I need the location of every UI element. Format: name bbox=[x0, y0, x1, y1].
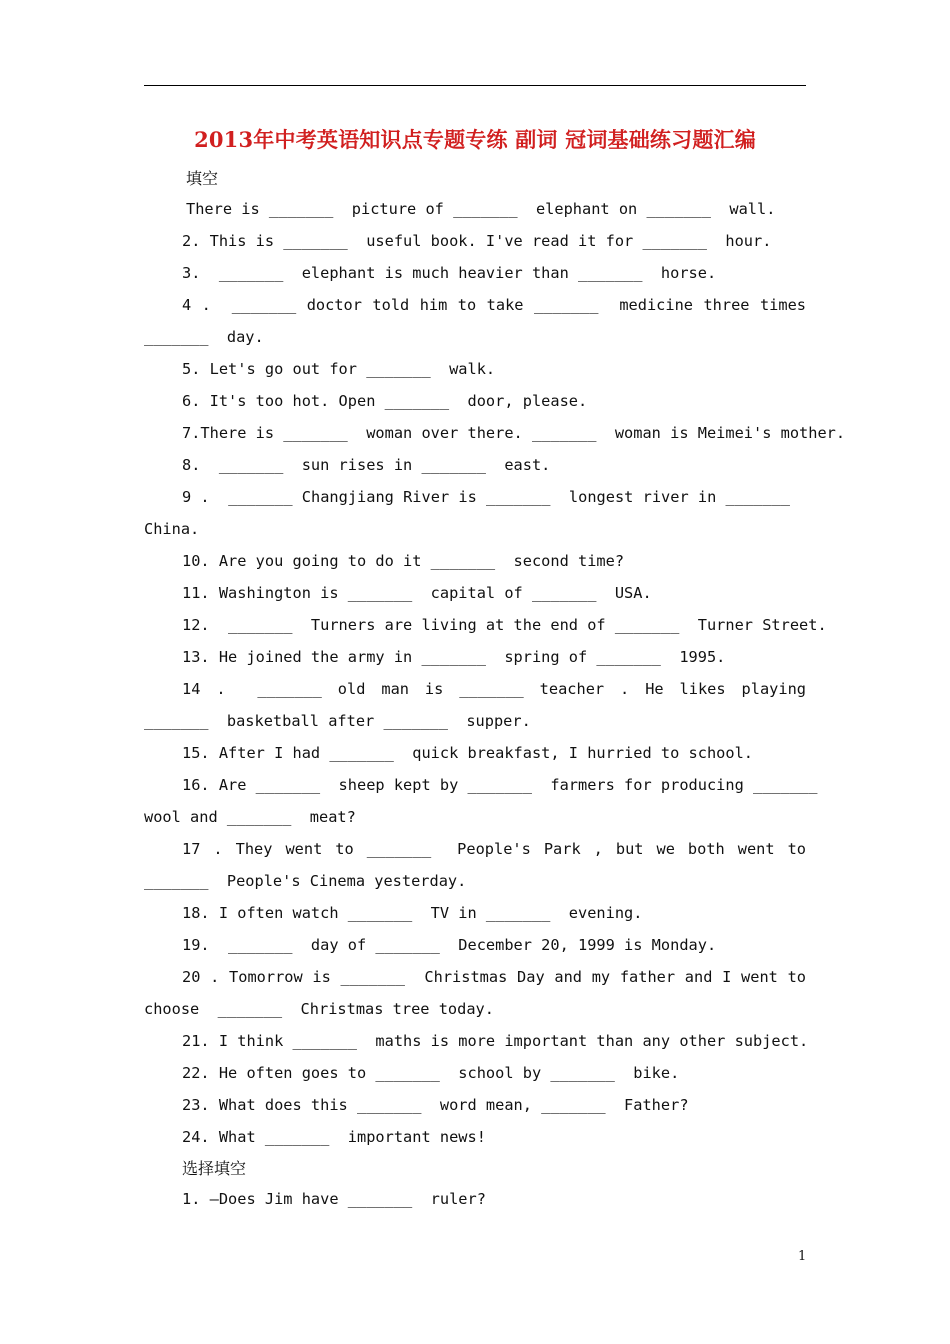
question-line: 2. This is _______ useful book. I've read it for _______ hour. bbox=[182, 232, 772, 250]
question-line: 24. What _______ important news! bbox=[182, 1128, 486, 1146]
question-line: 10. Are you going to do it _______ second time? bbox=[182, 552, 625, 570]
question-line: 13. He joined the army in _______ spring of _______ 1995. bbox=[182, 648, 726, 666]
question-line: 17 . They went to _______ People's Park , but we both went to bbox=[182, 840, 806, 858]
section-heading-choice: 选择填空 bbox=[182, 1159, 247, 1178]
question-line: 1. —Does Jim have _______ ruler? bbox=[182, 1190, 486, 1208]
question-line: 5. Let's go out for _______ walk. bbox=[182, 360, 496, 378]
question-line: 8. _______ sun rises in _______ east. bbox=[182, 456, 551, 474]
question-line: 3. _______ elephant is much heavier than _______ horse. bbox=[182, 264, 717, 282]
question-line: There is _______ picture of _______ elephant on _______ wall. bbox=[186, 200, 776, 218]
question-line: 22. He often goes to _______ school by _______ bike. bbox=[182, 1064, 680, 1082]
question-line: choose _______ Christmas tree today. bbox=[144, 1000, 494, 1018]
page-number: 1 bbox=[798, 1249, 807, 1264]
header-rule bbox=[144, 85, 806, 86]
question-line: 18. I often watch _______ TV in _______ evening. bbox=[182, 904, 643, 922]
question-line: 6. It's too hot. Open _______ door, please. bbox=[182, 392, 588, 410]
question-line: _______ day. bbox=[144, 328, 264, 346]
question-line: _______ People's Cinema yesterday. bbox=[144, 872, 467, 890]
question-line: 7.There is _______ woman over there. _______ woman is Meimei's mother. bbox=[182, 424, 846, 442]
question-line: _______ basketball after _______ supper. bbox=[144, 712, 531, 730]
question-line: 12. _______ Turners are living at the end of _______ Turner Street. bbox=[182, 616, 827, 634]
question-line: 21. I think _______ maths is more important than any other subject. bbox=[182, 1032, 809, 1050]
question-line: 9 . _______ Changjiang River is _______ longest river in _______ bbox=[182, 488, 790, 506]
question-line: wool and _______ meat? bbox=[144, 808, 356, 826]
question-line: 15. After I had _______ quick breakfast, I hurried to school. bbox=[182, 744, 753, 762]
question-line: 11. Washington is _______ capital of _______ USA. bbox=[182, 584, 652, 602]
question-line: China. bbox=[144, 520, 200, 538]
question-line: 16. Are _______ sheep kept by _______ farmers for producing _______ bbox=[182, 776, 818, 794]
page-title: 2013年中考英语知识点专题专练 副词 冠词基础练习题汇编 bbox=[194, 127, 756, 152]
question-line: 19. _______ day of _______ December 20, 1999 is Monday. bbox=[182, 936, 717, 954]
question-line: 20 . Tomorrow is _______ Christmas Day and my father and I went to bbox=[182, 968, 806, 986]
section-heading-fill: 填空 bbox=[186, 169, 219, 188]
question-line: 14 . _______ old man is _______ teacher . He likes playing bbox=[182, 680, 806, 698]
question-line: 4 . _______ doctor told him to take _______ medicine three times bbox=[182, 296, 806, 314]
question-line: 23. What does this _______ word mean, _______ Father? bbox=[182, 1096, 689, 1114]
